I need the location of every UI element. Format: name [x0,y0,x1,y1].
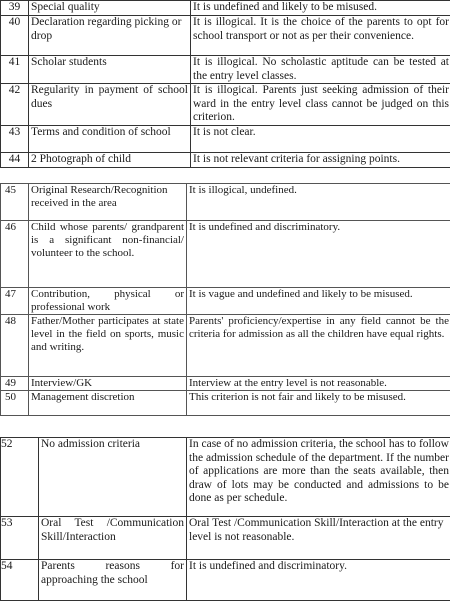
row-number: 52 [1,438,39,517]
remark-cell: Interview at the entry level is not reasonable. [187,377,450,391]
criterion-cell: No admission criteria [39,438,187,517]
table-row [1,390,450,415]
criterion-cell: Original Research/Recognition received in the area [29,184,187,221]
remark-cell: It is not clear. [191,125,450,152]
row-number: 48 [1,315,29,377]
row-number: 45 [1,184,29,221]
remark-cell: This criterion is not fair and likely to be misused. [187,390,450,415]
remark-cell: It is illogical, undefined. [187,184,450,221]
row-number: 42 [1,84,29,126]
row-number: 46 [1,221,29,288]
remark-cell: It is undefined and likely to be misused. [191,1,450,16]
remark-cell: In case of no admission criteria, the school has to follow the admission schedule of the department. If the number of applications are more than the seats available, then draw of lots may be conducted and admissions to be done as per schedule. [187,438,450,517]
table-row [1,315,450,377]
criterion-cell: Father/Mother participates at state level in the field on sports, music and writing. [29,315,187,377]
criterion-cell: Declaration regarding picking or drop [29,16,191,56]
row-number: 40 [1,16,29,56]
criterion-cell: Child whose parents/ grandparent is a significant non-financial/ volunteer to the school. [29,221,187,288]
remark-cell: Parents' proficiency/expertise in any field cannot be the criteria for admission as all the children have equal rights. [187,315,450,377]
criterion-cell: 2 Photograph of child [29,152,191,167]
criterion-cell: Contribution, physical or professional work [29,288,187,315]
criterion-cell: Scholar students [29,56,191,84]
row-number: 43 [1,125,29,152]
remark-cell: It is undefined and discriminatory. [187,560,450,601]
criterion-cell: Terms and condition of school [29,125,191,152]
table-row [1,438,450,517]
row-number: 41 [1,56,29,84]
row-number: 44 [1,152,29,167]
table-row [1,221,450,288]
table-row [1,288,450,315]
criterion-cell: Management discretion [29,390,187,415]
criteria-table-part-1 [0,0,450,168]
row-number: 47 [1,288,29,315]
criterion-cell: Special quality [29,1,191,16]
remark-cell: It is illogical. No scholastic aptitude can be tested at the entry level classes. [191,56,450,84]
table-row [1,377,450,391]
criterion-cell: Regularity in payment of school dues [29,84,191,126]
row-number: 53 [1,517,39,560]
remark-cell: Oral Test /Communication Skill/Interaction at the entry level is not reasonable. [187,517,450,560]
criterion-cell: Interview/GK [29,377,187,391]
criteria-table-part-3 [0,437,450,601]
criterion-cell: Parents reasons for approaching the school [39,560,187,601]
remark-cell: It is illogical. Parents just seeking admission of their ward in the entry level class cannot be judged on this criterion. [191,84,450,126]
criteria-table-part-2 [0,183,450,416]
table-row [1,16,450,56]
table-row [1,56,450,84]
criterion-cell: Oral Test /Communication Skill/Interaction [39,517,187,560]
table-row [1,84,450,126]
remark-cell: It is undefined and discriminatory. [187,221,450,288]
remark-cell: It is vague and undefined and likely to be misused. [187,288,450,315]
table-row [1,1,450,16]
row-number: 50 [1,390,29,415]
table-row [1,125,450,152]
table-row [1,560,450,601]
row-number: 54 [1,560,39,601]
row-number: 39 [1,1,29,16]
row-number: 49 [1,377,29,391]
remark-cell: It is not relevant criteria for assigning points. [191,152,450,167]
table-row [1,152,450,167]
table-row [1,184,450,221]
remark-cell: It is illogical. It is the choice of the parents to opt for school transport or not as per their convenience. [191,16,450,56]
table-row [1,517,450,560]
